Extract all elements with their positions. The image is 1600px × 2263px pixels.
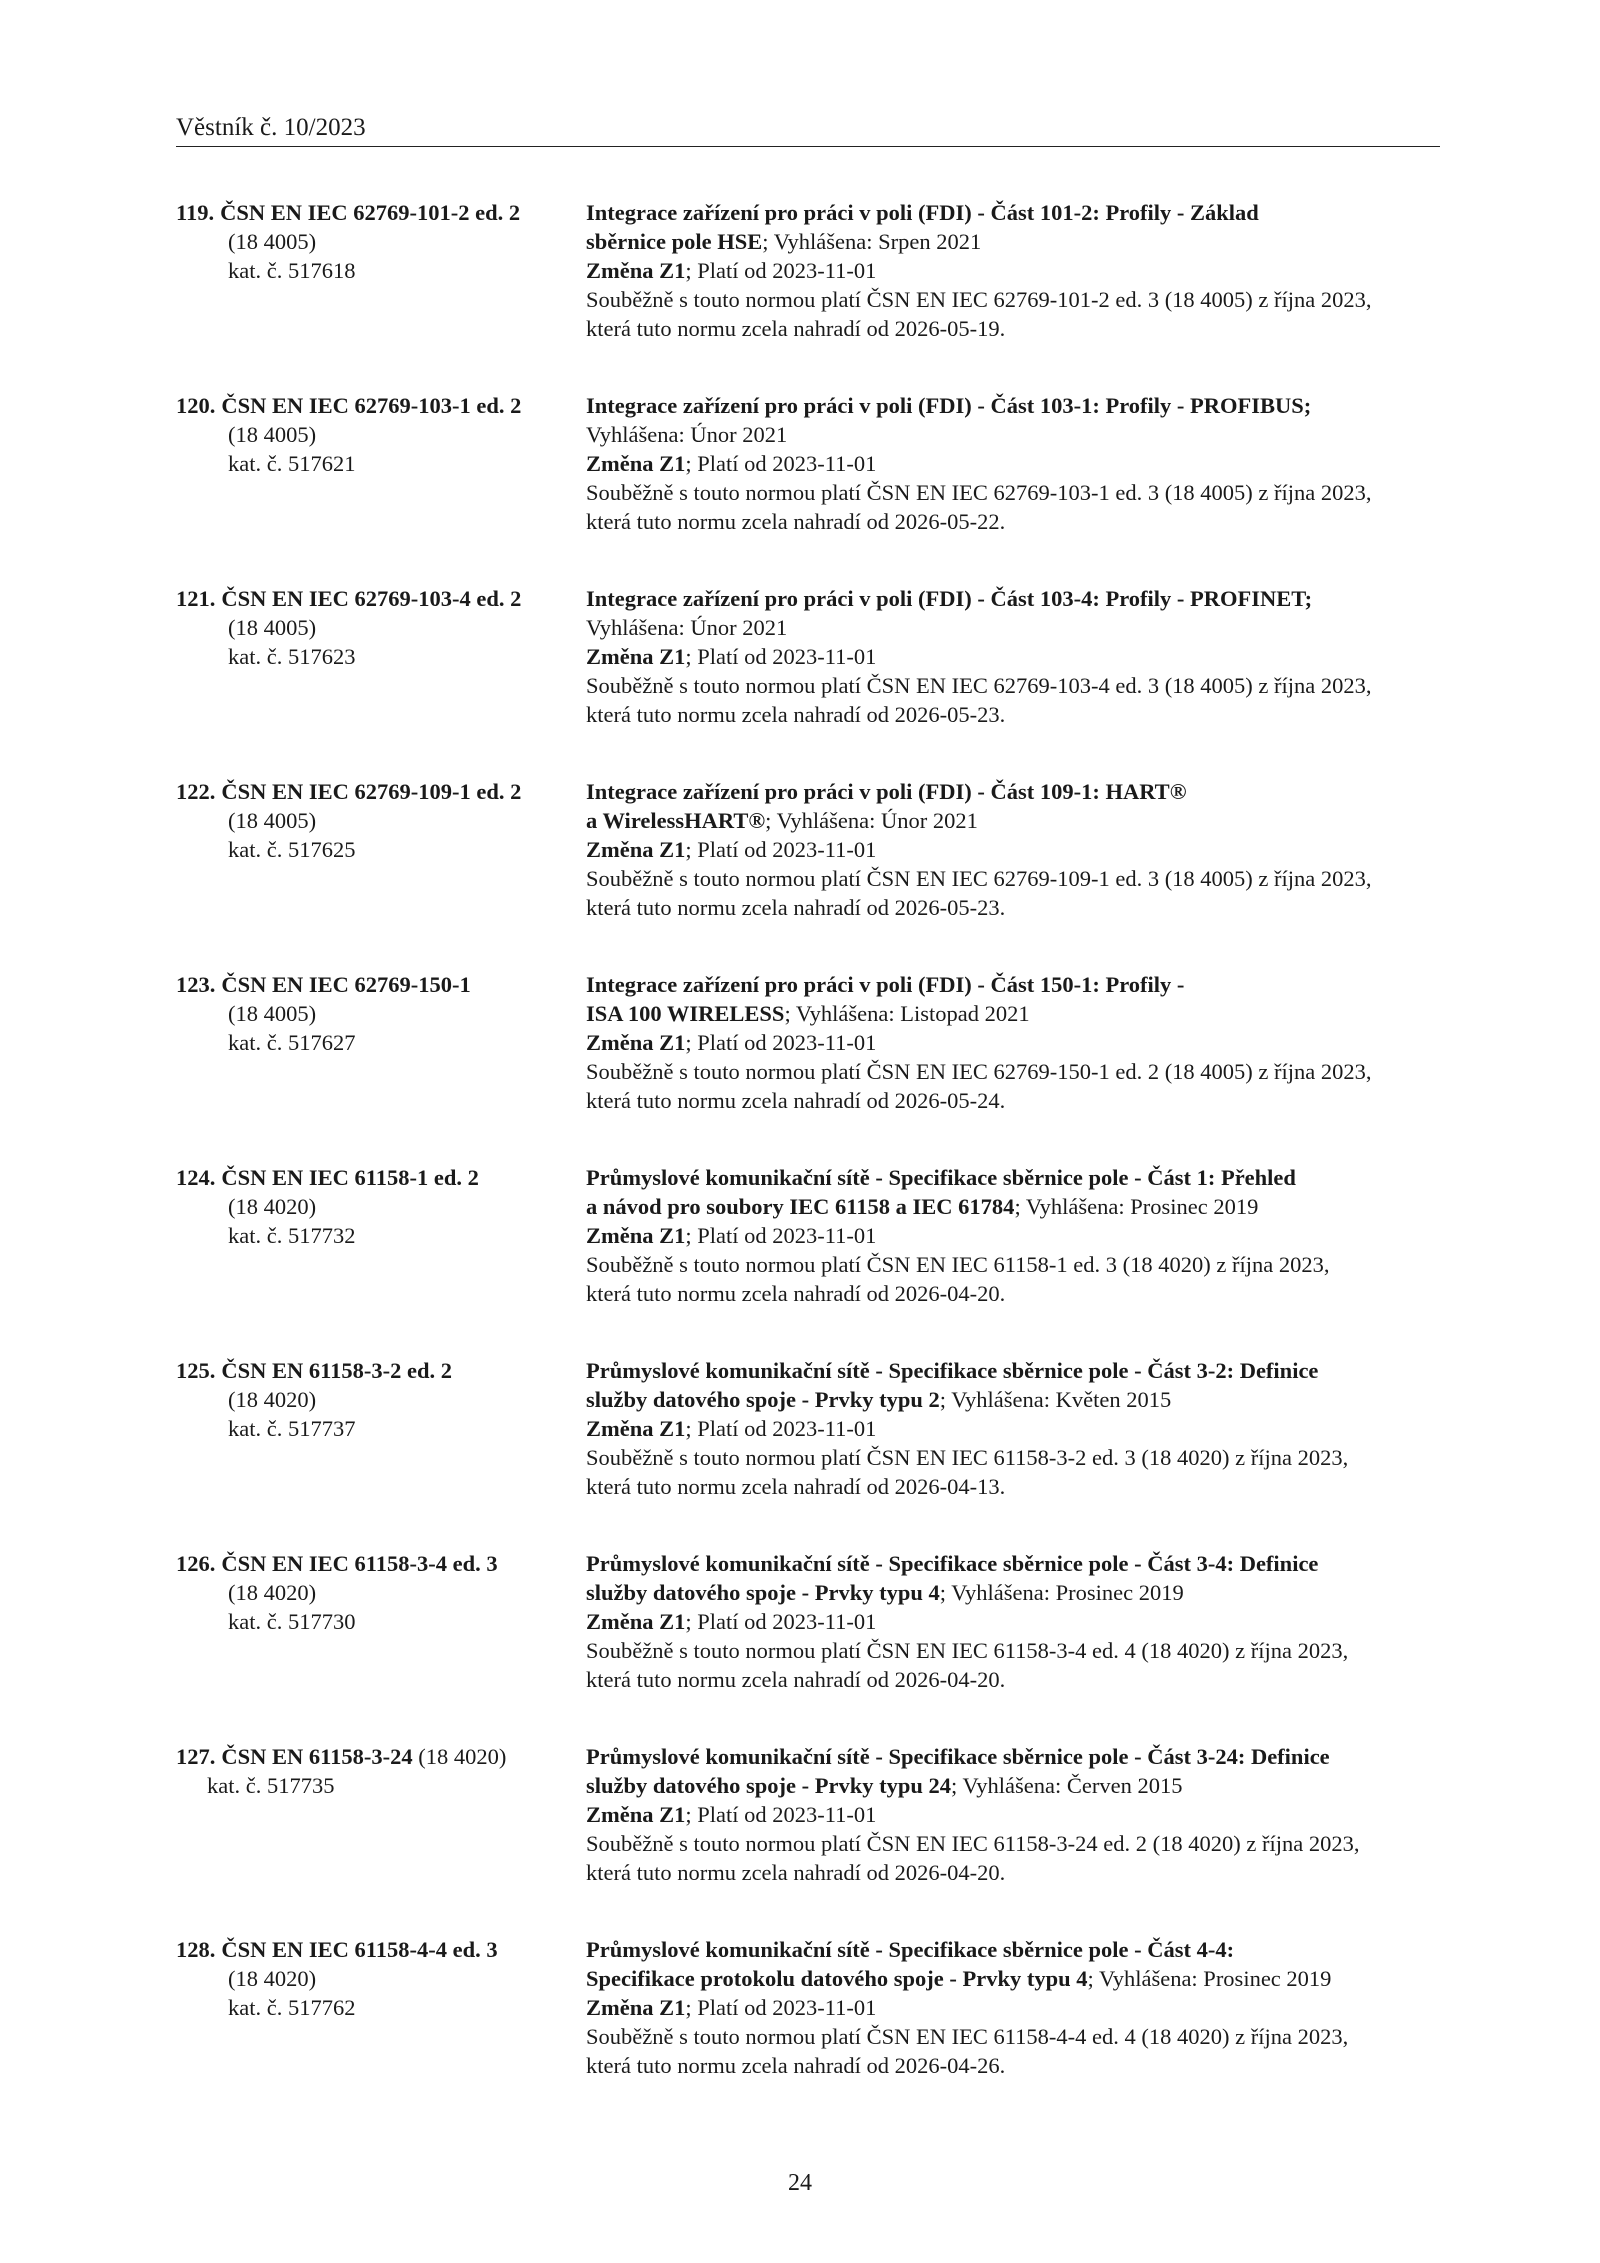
standard-designation: ČSN EN IEC 61158-4-4 ed. 3 (221, 1937, 498, 1962)
classification-code: (18 4020) (228, 1387, 317, 1412)
catalog-number: kat. č. 517621 (228, 451, 356, 476)
entry-details (586, 970, 1466, 1115)
entry-identifier (176, 391, 586, 536)
entry-title-cont: Specifikace protokolu datového spoje - Prvky typu 4 (586, 1966, 1088, 1991)
entry-number: 126. (176, 1551, 216, 1576)
entry-identifier (176, 584, 586, 729)
entry-title: Průmyslové komunikační sítě - Specifikace sběrnice pole - Část 1: Přehled (586, 1165, 1296, 1190)
announced-date: ; Vyhlášena: Únor 2021 (765, 808, 978, 833)
replacement-note: Souběžně s touto normou platí ČSN EN IEC 61158-4-4 ed. 4 (18 4020) z října 2023, (586, 2024, 1349, 2049)
replacement-note-cont: která tuto normu zcela nahradí od 2026-04-20. (586, 1860, 1006, 1885)
entry-title-cont: služby datového spoje - Prvky typu 4 (586, 1580, 940, 1605)
entry-number: 120. (176, 393, 216, 418)
page-number: 24 (788, 2170, 812, 2196)
classification-code: (18 4005) (228, 229, 317, 254)
catalog-number: kat. č. 517762 (228, 1995, 356, 2020)
entry-title: Průmyslové komunikační sítě - Specifikace sběrnice pole - Část 3-2: Definice (586, 1358, 1319, 1383)
standard-designation: ČSN EN IEC 61158-1 ed. 2 (221, 1165, 479, 1190)
standard-designation: ČSN EN IEC 61158-3-4 ed. 3 (221, 1551, 498, 1576)
page-header: Věstník č. 10/2023 (176, 112, 1440, 147)
standard-designation: ČSN EN 61158-3-2 ed. 2 (221, 1358, 453, 1383)
change-label: Změna Z1 (586, 1416, 686, 1441)
entry-title: Průmyslové komunikační sítě - Specifikace sběrnice pole - Část 3-24: Definice (586, 1744, 1330, 1769)
standard-designation: ČSN EN IEC 62769-109-1 ed. 2 (221, 779, 522, 804)
replacement-note: Souběžně s touto normou platí ČSN EN IEC 61158-3-24 ed. 2 (18 4020) z října 2023, (586, 1831, 1360, 1856)
announced-date: ; Vyhlášena: Srpen 2021 (762, 229, 982, 254)
announced-date: ; Vyhlášena: Červen 2015 (951, 1773, 1183, 1798)
entry-identifier (176, 198, 586, 343)
entry-title: Integrace zařízení pro práci v poli (FDI) - Část 101-2: Profily - Základ (586, 200, 1259, 225)
entry-details (586, 1356, 1466, 1501)
standard-entry (176, 1356, 1466, 1501)
classification-code: (18 4020) (228, 1194, 317, 1219)
entry-number: 128. (176, 1937, 216, 1962)
entry-number: 127. (176, 1744, 216, 1769)
classification-code: (18 4005) (228, 422, 317, 447)
entry-title: Integrace zařízení pro práci v poli (FDI) - Část 109-1: HART® (586, 779, 1187, 804)
standard-designation: ČSN EN IEC 62769-101-2 ed. 2 (220, 200, 521, 225)
catalog-number: kat. č. 517625 (228, 837, 356, 862)
standard-entry (176, 198, 1466, 343)
catalog-number: kat. č. 517737 (228, 1416, 356, 1441)
replacement-note: Souběžně s touto normou platí ČSN EN IEC 62769-101-2 ed. 3 (18 4005) z října 2023, (586, 287, 1372, 312)
standard-entry (176, 584, 1466, 729)
entry-details (586, 777, 1466, 922)
entry-title: Integrace zařízení pro práci v poli (FDI) - Část 103-1: Profily - PROFIBUS; (586, 393, 1312, 418)
change-label: Změna Z1 (586, 1609, 686, 1634)
standards-list (176, 198, 1466, 2128)
replacement-note: Souběžně s touto normou platí ČSN EN IEC 62769-103-4 ed. 3 (18 4005) z října 2023, (586, 673, 1372, 698)
entry-title-cont: služby datového spoje - Prvky typu 24 (586, 1773, 952, 1798)
standard-entry (176, 1163, 1466, 1308)
entry-title-cont: sběrnice pole HSE (586, 229, 763, 254)
replacement-note-cont: která tuto normu zcela nahradí od 2026-05-22. (586, 509, 1006, 534)
standard-entry (176, 1935, 1466, 2080)
entry-title: Průmyslové komunikační sítě - Specifikace sběrnice pole - Část 3-4: Definice (586, 1551, 1319, 1576)
replacement-note-cont: která tuto normu zcela nahradí od 2026-05-23. (586, 895, 1006, 920)
change-label: Změna Z1 (586, 451, 686, 476)
valid-from: ; Platí od 2023-11-01 (685, 1416, 877, 1441)
entry-number: 124. (176, 1165, 216, 1190)
entry-details (586, 1935, 1466, 2080)
entry-identifier (176, 1742, 586, 1887)
classification-code: (18 4020) (228, 1580, 317, 1605)
announced-date: Vyhlášena: Únor 2021 (586, 615, 788, 640)
replacement-note: Souběžně s touto normou platí ČSN EN IEC 62769-150-1 ed. 2 (18 4005) z října 2023, (586, 1059, 1372, 1084)
standard-entry (176, 391, 1466, 536)
entry-identifier (176, 1935, 586, 2080)
announced-date: Vyhlášena: Únor 2021 (586, 422, 788, 447)
entry-details (586, 1163, 1466, 1308)
entry-number: 125. (176, 1358, 216, 1383)
replacement-note-cont: která tuto normu zcela nahradí od 2026-05-19. (586, 316, 1006, 341)
valid-from: ; Platí od 2023-11-01 (685, 1223, 877, 1248)
entry-details (586, 584, 1466, 729)
valid-from: ; Platí od 2023-11-01 (685, 837, 877, 862)
classification-code: (18 4020) (228, 1966, 317, 1991)
announced-date: ; Vyhlášena: Prosinec 2019 (1087, 1966, 1332, 1991)
entry-number: 119. (176, 200, 215, 225)
standard-designation: ČSN EN IEC 62769-103-4 ed. 2 (221, 586, 522, 611)
replacement-note-cont: která tuto normu zcela nahradí od 2026-05-24. (586, 1088, 1006, 1113)
standard-entry (176, 970, 1466, 1115)
entry-identifier (176, 1549, 586, 1694)
entry-identifier (176, 1356, 586, 1501)
entry-number: 123. (176, 972, 216, 997)
change-label: Změna Z1 (586, 837, 686, 862)
replacement-note-cont: která tuto normu zcela nahradí od 2026-04-26. (586, 2053, 1006, 2078)
entry-details (586, 198, 1466, 343)
replacement-note: Souběžně s touto normou platí ČSN EN IEC 61158-1 ed. 3 (18 4020) z října 2023, (586, 1252, 1330, 1277)
replacement-note: Souběžně s touto normou platí ČSN EN IEC 61158-3-2 ed. 3 (18 4020) z října 2023, (586, 1445, 1349, 1470)
valid-from: ; Platí od 2023-11-01 (685, 1802, 877, 1827)
valid-from: ; Platí od 2023-11-01 (685, 1030, 877, 1055)
entry-title-cont: ISA 100 WIRELESS (586, 1001, 785, 1026)
valid-from: ; Platí od 2023-11-01 (685, 258, 877, 283)
entry-number: 122. (176, 779, 216, 804)
catalog-number: kat. č. 517627 (228, 1030, 356, 1055)
valid-from: ; Platí od 2023-11-01 (685, 1995, 877, 2020)
entry-title-cont: a návod pro soubory IEC 61158 a IEC 61784 (586, 1194, 1015, 1219)
announced-date: ; Vyhlášena: Květen 2015 (939, 1387, 1172, 1412)
catalog-number: kat. č. 517618 (228, 258, 356, 283)
entry-title: Průmyslové komunikační sítě - Specifikace sběrnice pole - Část 4-4: (586, 1937, 1235, 1962)
standard-entry (176, 1742, 1466, 1887)
entry-details (586, 391, 1466, 536)
entry-title-cont: a WirelessHART® (586, 808, 766, 833)
catalog-number: kat. č. 517730 (228, 1609, 356, 1634)
classification-code: (18 4005) (228, 615, 317, 640)
standard-designation: ČSN EN IEC 62769-150-1 (221, 972, 471, 997)
change-label: Změna Z1 (586, 1223, 686, 1248)
standard-designation: ČSN EN 61158-3-24 (221, 1744, 413, 1769)
entry-title: Integrace zařízení pro práci v poli (FDI) - Část 103-4: Profily - PROFINET; (586, 586, 1313, 611)
valid-from: ; Platí od 2023-11-01 (685, 451, 877, 476)
catalog-number: kat. č. 517623 (228, 644, 356, 669)
catalog-number: kat. č. 517732 (228, 1223, 356, 1248)
classification-code: (18 4005) (228, 1001, 317, 1026)
valid-from: ; Platí od 2023-11-01 (685, 1609, 877, 1634)
catalog-number: kat. č. 517735 (207, 1773, 335, 1798)
change-label: Změna Z1 (586, 1802, 686, 1827)
entry-title: Integrace zařízení pro práci v poli (FDI) - Část 150-1: Profily - (586, 972, 1185, 997)
replacement-note-cont: která tuto normu zcela nahradí od 2026-04-20. (586, 1667, 1006, 1692)
announced-date: ; Vyhlášena: Prosinec 2019 (939, 1580, 1184, 1605)
entry-number: 121. (176, 586, 216, 611)
replacement-note-cont: která tuto normu zcela nahradí od 2026-04-13. (586, 1474, 1006, 1499)
entry-identifier (176, 970, 586, 1115)
standard-designation: ČSN EN IEC 62769-103-1 ed. 2 (221, 393, 522, 418)
replacement-note-cont: která tuto normu zcela nahradí od 2026-05-23. (586, 702, 1006, 727)
standard-entry (176, 777, 1466, 922)
announced-date: ; Vyhlášena: Listopad 2021 (784, 1001, 1030, 1026)
announced-date: ; Vyhlášena: Prosinec 2019 (1014, 1194, 1259, 1219)
entry-identifier (176, 777, 586, 922)
entry-details (586, 1549, 1466, 1694)
replacement-note: Souběžně s touto normou platí ČSN EN IEC 61158-3-4 ed. 4 (18 4020) z října 2023, (586, 1638, 1349, 1663)
replacement-note-cont: která tuto normu zcela nahradí od 2026-04-20. (586, 1281, 1006, 1306)
valid-from: ; Platí od 2023-11-01 (685, 644, 877, 669)
entry-title-cont: služby datového spoje - Prvky typu 2 (586, 1387, 940, 1412)
change-label: Změna Z1 (586, 644, 686, 669)
standard-entry (176, 1549, 1466, 1694)
classification-code: (18 4020) (412, 1744, 507, 1769)
change-label: Změna Z1 (586, 1995, 686, 2020)
entry-identifier (176, 1163, 586, 1308)
change-label: Změna Z1 (586, 1030, 686, 1055)
classification-code: (18 4005) (228, 808, 317, 833)
replacement-note: Souběžně s touto normou platí ČSN EN IEC 62769-103-1 ed. 3 (18 4005) z října 2023, (586, 480, 1372, 505)
replacement-note: Souběžně s touto normou platí ČSN EN IEC 62769-109-1 ed. 3 (18 4005) z října 2023, (586, 866, 1372, 891)
entry-details (586, 1742, 1466, 1887)
change-label: Změna Z1 (586, 258, 686, 283)
